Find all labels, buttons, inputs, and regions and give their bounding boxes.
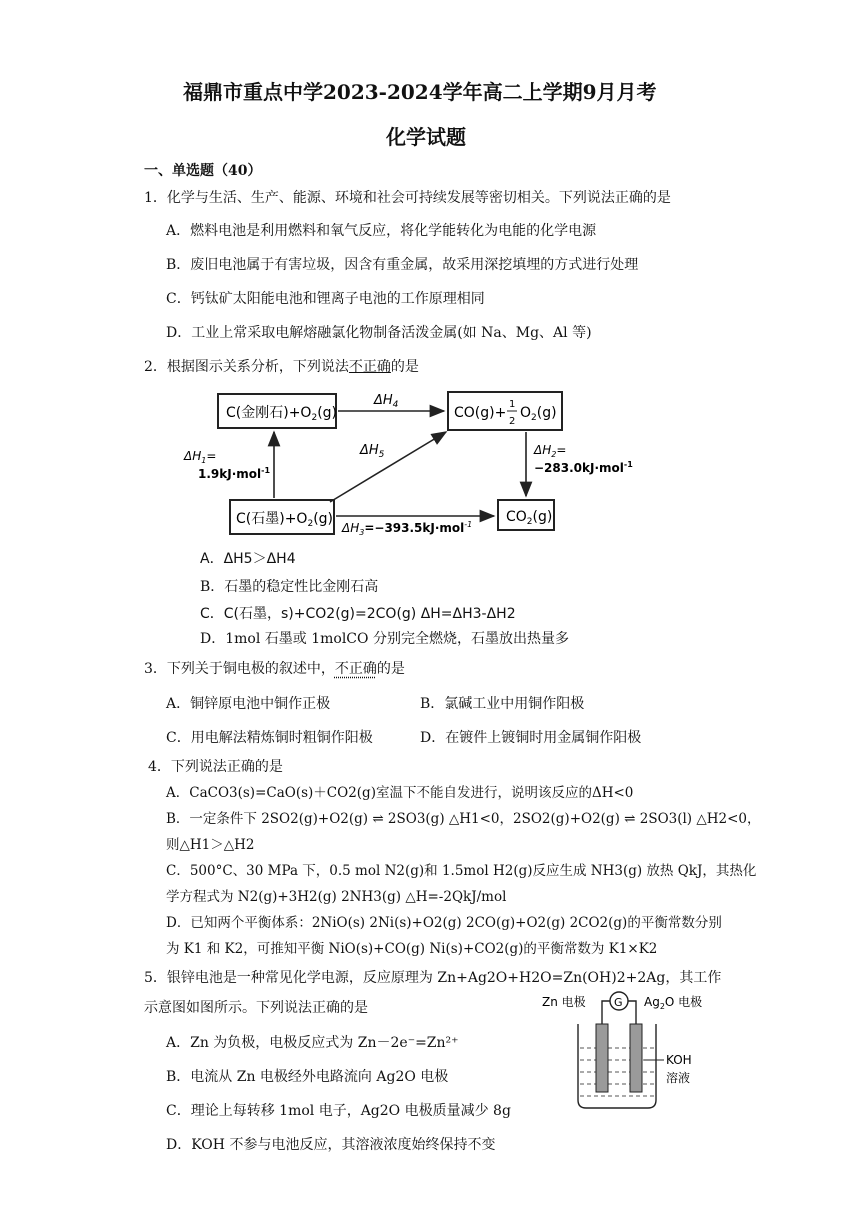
ag2o-electrode-label: $Ag_2O$ 电极: [644, 995, 703, 1011]
svg-text:ΔH5: $\Delta H_5$: [360, 443, 385, 460]
svg-text:ΔH4: $\Delta H_4$: [374, 393, 399, 410]
q3-option-b[interactable]: B．氯碱工业中用铜作阳极: [420, 696, 585, 712]
q1-stem: 1．化学与生活、生产、能源、环境和社会可持续发展等密切相关。下列说法正确的是: [144, 190, 671, 206]
q4-option-d-line2: 为 K1 和 K2，可推知平衡 NiO(s)+CO(g) Ni(s)+CO2(g)的平衡常数为 K1×K2: [166, 941, 658, 957]
svg-text:1: 1: [509, 399, 516, 410]
q5-option-b[interactable]: B．电流从 Zn 电极经外电路流向 Ag2O 电极: [166, 1069, 449, 1085]
zn-electrode-label: Zn 电极: [542, 995, 586, 1009]
q4-option-b-line1[interactable]: B．一定条件下 2SO2(g)+O2(g) ⇌ 2SO3(g) △H1<0，2SO2(g)+O2(g) ⇌ 2SO3(l) △H2<0，: [166, 811, 761, 827]
beaker: [578, 1024, 656, 1108]
svg-text:C(石墨)+O2(g): C(石墨)$+O_2(g)$: [236, 511, 333, 529]
q1-option-d[interactable]: D．工业上常采取电解熔融氯化物制备活泼金属(如 Na、Mg、Al 等): [166, 325, 592, 341]
q5-option-d[interactable]: D．KOH 不参与电池反应，其溶液浓度始终保持不变: [166, 1137, 496, 1153]
arrow-dh5: [330, 432, 446, 502]
page-subtitle: 化学试题: [386, 125, 466, 149]
q3-stem: [144, 658, 405, 678]
q5-stem-line1: 5．银锌电池是一种常见化学电源，反应原理为 Zn+Ag2O+H2O=Zn(OH)2+2Ag，其工作: [144, 970, 722, 986]
enthalpy-diagram: [180, 382, 650, 542]
svg-text:ΔH3=−393.5kJ·mol-1: $\Delta H_3=-393.5kJ\cdot mol^{-1}$: [342, 520, 473, 537]
q2-stem: [144, 356, 419, 376]
svg-text:2: 2: [509, 416, 516, 427]
svg-text:C(金刚石)+O2(g): C(金刚石)$+O_2(g)$: [226, 405, 337, 423]
svg-text:O2(g): $O_2(g)$: [520, 405, 557, 423]
svg-text:1.9kJ·mol-1: 1.9kJ·mol$^{-1}$: [198, 466, 271, 481]
q4-option-a[interactable]: A．CaCO3(s)=CaO(s)＋CO2(g)室温下不能自发进行，说明该反应的ΔH<0: [166, 785, 634, 801]
svg-text:−283.0kJ·mol-1: −283.0kJ·mol$^{-1}$: [534, 460, 633, 475]
q3-option-d[interactable]: D．在镀件上镀铜时用金属铜作阳极: [420, 730, 642, 746]
q5-option-a[interactable]: A．Zn 为负极，电极反应式为 Zn－2e⁻=Zn²⁺: [166, 1035, 459, 1051]
q2-option-d[interactable]: D．1mol 石墨或 1molCO 分别完全燃烧，石墨放出热量多: [200, 631, 569, 647]
solution-label: 溶液: [666, 1071, 691, 1085]
q1-option-a[interactable]: A．燃料电池是利用燃料和氧气反应，将化学能转化为电能的化学电源: [166, 223, 597, 239]
q2-stem-text: 2．根据图示关系分析，下列说法: [144, 359, 349, 375]
q3-option-c[interactable]: C．用电解法精炼铜时粗铜作阳极: [166, 730, 373, 746]
q5-option-c[interactable]: C．理论上每转移 1mol 电子，Ag2O 电极质量减少 8g: [166, 1103, 511, 1119]
q1-option-b[interactable]: B．废旧电池属于有害垃圾，因含有重金属，故采用深挖填埋的方式进行处理: [166, 257, 639, 273]
ag2o-electrode: [630, 1024, 642, 1092]
svg-text:ΔH2=: $\Delta H_2=$: [534, 443, 567, 459]
q1-option-c[interactable]: C．钙钛矿太阳能电池和锂离子电池的工作原理相同: [166, 291, 485, 307]
svg-text:G: G: [614, 996, 623, 1009]
q2-stem-emphasis: 不正确: [348, 359, 391, 375]
q2-option-a[interactable]: A．ΔH5＞ΔH4: [200, 551, 296, 567]
q3-option-a[interactable]: A．铜锌原电池中铜作正极: [166, 696, 331, 712]
q3-stem-emphasis: 不正确: [334, 661, 377, 677]
q4-option-c-line2: 学方程式为 N2(g)+3H2(g) 2NH3(g) △H=-2QkJ/mol: [166, 889, 507, 905]
svg-text:ΔH1=: $\Delta H_1=$: [184, 449, 217, 465]
section-heading: 一、单选题（40）: [144, 163, 262, 179]
q5-stem-line2: 示意图如图所示。下列说法正确的是: [144, 1000, 368, 1016]
q4-option-b-line2: 则△H1＞△H2: [166, 837, 255, 853]
battery-figure: [540, 990, 740, 1118]
svg-text:CO(g)+: CO(g)+: [454, 405, 507, 421]
q2-option-b[interactable]: B．石墨的稳定性比金刚石高: [200, 579, 379, 595]
koh-label: KOH: [666, 1053, 692, 1067]
svg-text:CO2(g): $CO_2(g)$: [506, 509, 553, 527]
q3-stem-text: 3．下列关于铜电极的叙述中，: [144, 661, 335, 677]
zn-electrode: [596, 1024, 608, 1092]
q3-stem-tail: 的是: [376, 661, 405, 677]
q2-option-c[interactable]: C．C(石墨，s)+CO2(g)=2CO(g) ΔH=ΔH3-ΔH2: [200, 606, 516, 622]
page-title: 福鼎市重点中学2023-2024学年高二上学期9月月考: [183, 80, 657, 104]
q4-option-c-line1[interactable]: C．500°C、30 MPa 下，0.5 mol N2(g)和 1.5mol H2(g)反应生成 NH3(g) 放热 QkJ，其热化: [166, 863, 757, 879]
q4-option-d-line1[interactable]: D．已知两个平衡体系：2NiO(s) 2Ni(s)+O2(g) 2CO(g)+O2(g) 2CO2(g)的平衡常数分别: [166, 915, 722, 931]
q4-stem: 4．下列说法正确的是: [148, 759, 283, 775]
q2-stem-tail: 的是: [390, 359, 419, 375]
